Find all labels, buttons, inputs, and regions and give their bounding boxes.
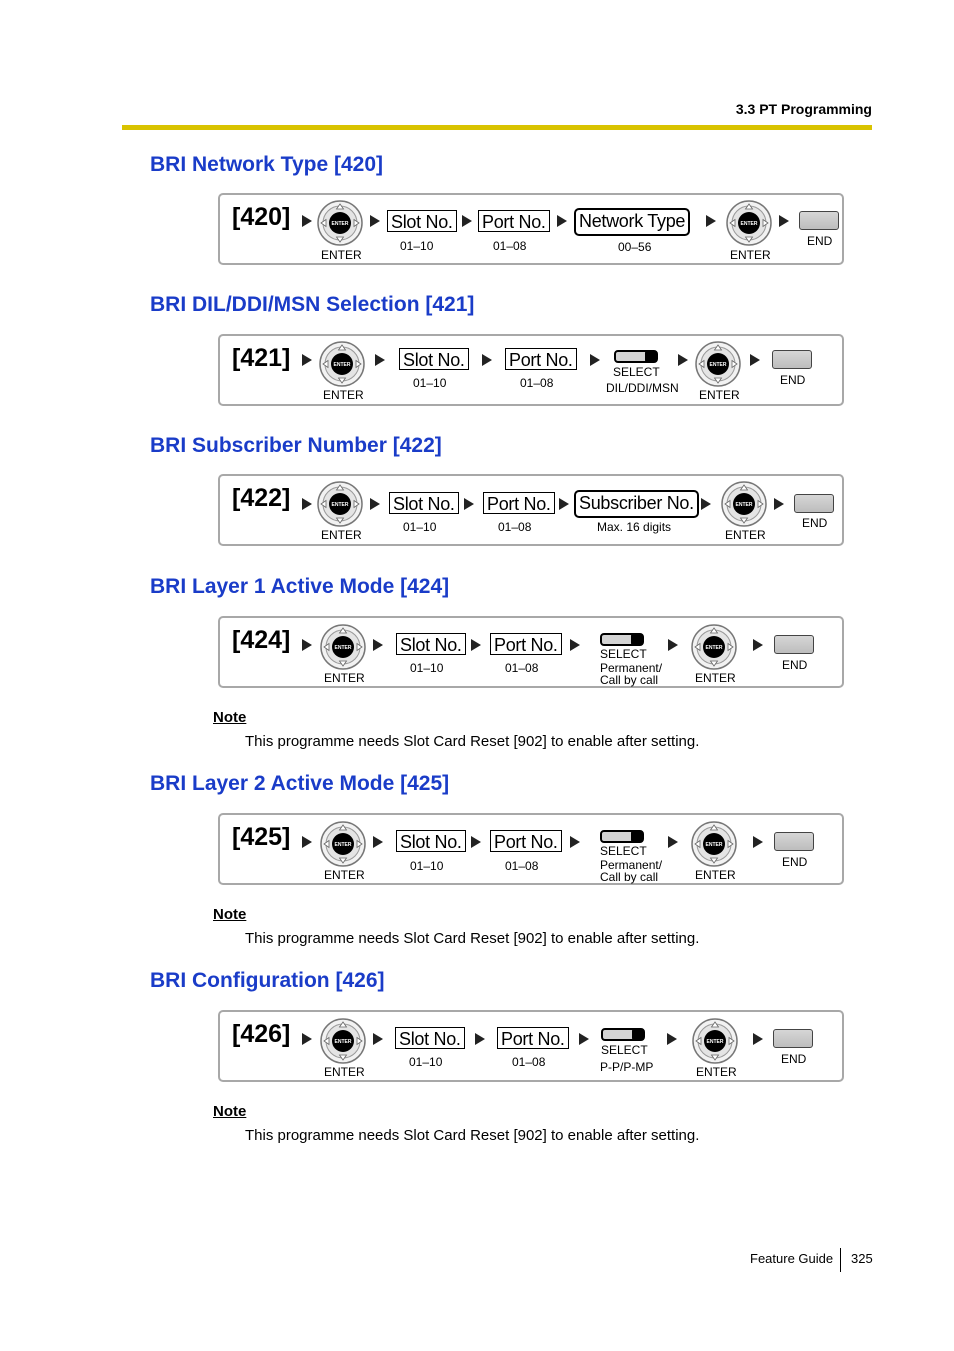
arrow-icon xyxy=(750,354,760,366)
panel-424 xyxy=(218,616,844,688)
port-no-field: Port No. xyxy=(490,633,562,655)
select-caption: SELECT xyxy=(613,365,660,379)
enter-key-text: ENTER xyxy=(331,501,349,508)
arrow-icon xyxy=(678,354,688,366)
note-title: Note xyxy=(213,906,247,923)
arrow-icon xyxy=(668,639,678,651)
program-code: [422] xyxy=(232,484,291,512)
port-no-field: Port No. xyxy=(497,1027,569,1049)
select-option-2: Call by call xyxy=(600,673,659,687)
slot-range: 01–10 xyxy=(410,859,444,873)
arrow-icon xyxy=(706,215,716,227)
enter-caption: ENTER xyxy=(695,671,736,685)
arrow-icon xyxy=(302,1033,312,1045)
slot-no-field: Slot No. xyxy=(396,633,466,655)
section-title-421: BRI DIL/DDI/MSN Selection [421] xyxy=(150,293,475,316)
arrow-icon xyxy=(302,354,312,366)
enter-caption: ENTER xyxy=(324,1065,365,1079)
panel-425 xyxy=(218,813,844,885)
end-key-icon xyxy=(774,832,814,851)
enter-key-icon xyxy=(320,821,366,867)
enter-key-icon xyxy=(726,200,772,246)
program-code: [425] xyxy=(232,823,291,851)
note-text: This programme needs Slot Card Reset [902] to enable after setting. xyxy=(245,733,700,750)
subscriber-no-range: Max. 16 digits xyxy=(597,520,672,534)
section-title-424: BRI Layer 1 Active Mode [424] xyxy=(150,575,450,598)
arrow-icon xyxy=(701,498,711,510)
enter-caption: ENTER xyxy=(323,388,364,402)
enter-key-text: ENTER xyxy=(331,220,349,227)
select-key-icon xyxy=(600,830,644,843)
select-caption: SELECT xyxy=(601,1043,648,1057)
enter-key-icon xyxy=(320,624,366,670)
enter-key-text: ENTER xyxy=(735,501,753,508)
port-range: 01–08 xyxy=(512,1055,546,1069)
enter-caption: ENTER xyxy=(730,248,771,262)
network-type-field: Network Type xyxy=(574,208,690,236)
arrow-icon xyxy=(667,1033,677,1045)
end-key-icon xyxy=(774,635,814,654)
enter-caption: ENTER xyxy=(725,528,766,542)
port-no-field: Port No. xyxy=(490,830,562,852)
slot-no-field: Slot No. xyxy=(395,1027,465,1049)
arrow-icon xyxy=(590,354,600,366)
arrow-icon xyxy=(753,1033,763,1045)
arrow-icon xyxy=(464,498,474,510)
select-option-2: Call by call xyxy=(600,870,659,884)
arrow-icon xyxy=(668,836,678,848)
footer-guide-label: Feature Guide xyxy=(750,1251,834,1266)
port-no-field: Port No. xyxy=(478,210,550,232)
end-caption: END xyxy=(802,516,828,530)
enter-key-icon xyxy=(691,624,737,670)
end-caption: END xyxy=(781,1052,807,1066)
enter-key-text: ENTER xyxy=(334,1038,352,1045)
enter-caption: ENTER xyxy=(696,1065,737,1079)
end-key-icon xyxy=(772,350,812,369)
program-code: [426] xyxy=(232,1020,291,1048)
enter-key-icon xyxy=(317,481,363,527)
arrow-icon xyxy=(482,354,492,366)
port-range: 01–08 xyxy=(493,239,527,253)
end-caption: END xyxy=(782,658,808,672)
select-option-1: Permanent/ xyxy=(600,858,663,872)
panel-420 xyxy=(218,193,844,265)
subscriber-no-field: Subscriber No. xyxy=(574,490,699,518)
enter-caption: ENTER xyxy=(324,868,365,882)
select-key-icon xyxy=(614,350,658,363)
enter-caption: ENTER xyxy=(321,528,362,542)
port-range: 01–08 xyxy=(520,376,554,390)
port-range: 01–08 xyxy=(505,661,539,675)
enter-key-icon xyxy=(319,341,365,387)
arrow-icon xyxy=(559,498,569,510)
slot-no-field: Slot No. xyxy=(399,348,469,370)
note-title: Note xyxy=(213,709,247,726)
enter-caption: ENTER xyxy=(695,868,736,882)
arrow-icon xyxy=(302,639,312,651)
arrow-icon xyxy=(462,215,472,227)
end-key-icon xyxy=(773,1029,813,1048)
enter-caption: ENTER xyxy=(321,248,362,262)
enter-key-text: ENTER xyxy=(333,361,351,368)
slot-range: 01–10 xyxy=(403,520,437,534)
arrow-icon xyxy=(373,836,383,848)
arrow-icon xyxy=(579,1033,589,1045)
arrow-icon xyxy=(373,639,383,651)
port-range: 01–08 xyxy=(498,520,532,534)
port-no-field: Port No. xyxy=(483,492,555,514)
select-option: DIL/DDI/MSN xyxy=(606,381,679,395)
arrow-icon xyxy=(570,836,580,848)
section-title-420: BRI Network Type [420] xyxy=(150,153,383,176)
enter-key-text: ENTER xyxy=(709,361,727,368)
section-title-422: BRI Subscriber Number [422] xyxy=(150,434,442,457)
slot-no-field: Slot No. xyxy=(396,830,466,852)
slot-range: 01–10 xyxy=(409,1055,443,1069)
arrow-icon xyxy=(774,498,784,510)
arrow-icon xyxy=(370,498,380,510)
enter-key-icon xyxy=(691,821,737,867)
slot-no-field: Slot No. xyxy=(389,492,459,514)
arrow-icon xyxy=(373,1033,383,1045)
enter-key-icon xyxy=(695,341,741,387)
end-key-icon xyxy=(794,494,834,513)
select-key-icon xyxy=(601,1028,645,1041)
enter-key-icon xyxy=(317,200,363,246)
program-code: [424] xyxy=(232,626,291,654)
slot-range: 01–10 xyxy=(410,661,444,675)
enter-key-text: ENTER xyxy=(334,841,352,848)
port-range: 01–08 xyxy=(505,859,539,873)
enter-key-text: ENTER xyxy=(705,644,723,651)
note-title: Note xyxy=(213,1103,247,1120)
arrow-icon xyxy=(753,836,763,848)
end-key-icon xyxy=(799,211,839,230)
note-text: This programme needs Slot Card Reset [902] to enable after setting. xyxy=(245,1127,700,1144)
arrow-icon xyxy=(302,215,312,227)
running-header: 3.3 PT Programming xyxy=(735,101,872,117)
enter-key-text: ENTER xyxy=(706,1038,724,1045)
arrow-icon xyxy=(753,639,763,651)
end-caption: END xyxy=(807,234,833,248)
header-rule xyxy=(122,125,872,130)
enter-caption: ENTER xyxy=(324,671,365,685)
arrow-icon xyxy=(557,215,567,227)
arrow-icon xyxy=(370,215,380,227)
arrow-icon xyxy=(302,836,312,848)
enter-key-icon xyxy=(692,1018,738,1064)
slot-range: 01–10 xyxy=(413,376,447,390)
program-code: [420] xyxy=(232,203,291,231)
section-title-425: BRI Layer 2 Active Mode [425] xyxy=(150,772,450,795)
enter-key-text: ENTER xyxy=(334,644,352,651)
select-option-1: Permanent/ xyxy=(600,661,663,675)
panel-422 xyxy=(218,474,844,546)
page-number: 325 xyxy=(851,1251,873,1266)
enter-key-icon xyxy=(320,1018,366,1064)
footer-rule xyxy=(840,1248,841,1272)
select-key-icon xyxy=(600,633,644,646)
select-option: P-P/P-MP xyxy=(600,1060,654,1074)
arrow-icon xyxy=(475,1033,485,1045)
slot-no-field: Slot No. xyxy=(387,210,457,232)
end-caption: END xyxy=(780,373,806,387)
enter-key-text: ENTER xyxy=(705,841,723,848)
enter-key-icon xyxy=(721,481,767,527)
panel-421 xyxy=(218,334,844,406)
section-title-426: BRI Configuration [426] xyxy=(150,969,385,992)
arrow-icon xyxy=(471,639,481,651)
arrow-icon xyxy=(302,498,312,510)
select-caption: SELECT xyxy=(600,647,647,661)
port-no-field: Port No. xyxy=(505,348,577,370)
network-type-range: 00–56 xyxy=(618,240,652,254)
arrow-icon xyxy=(471,836,481,848)
program-code: [421] xyxy=(232,344,291,372)
select-caption: SELECT xyxy=(600,844,647,858)
panel-426 xyxy=(218,1010,844,1082)
end-caption: END xyxy=(782,855,808,869)
slot-range: 01–10 xyxy=(400,239,434,253)
enter-key-text: ENTER xyxy=(740,220,758,227)
note-text: This programme needs Slot Card Reset [902] to enable after setting. xyxy=(245,930,700,947)
arrow-icon xyxy=(779,215,789,227)
enter-caption: ENTER xyxy=(699,388,740,402)
arrow-icon xyxy=(375,354,385,366)
arrow-icon xyxy=(570,639,580,651)
